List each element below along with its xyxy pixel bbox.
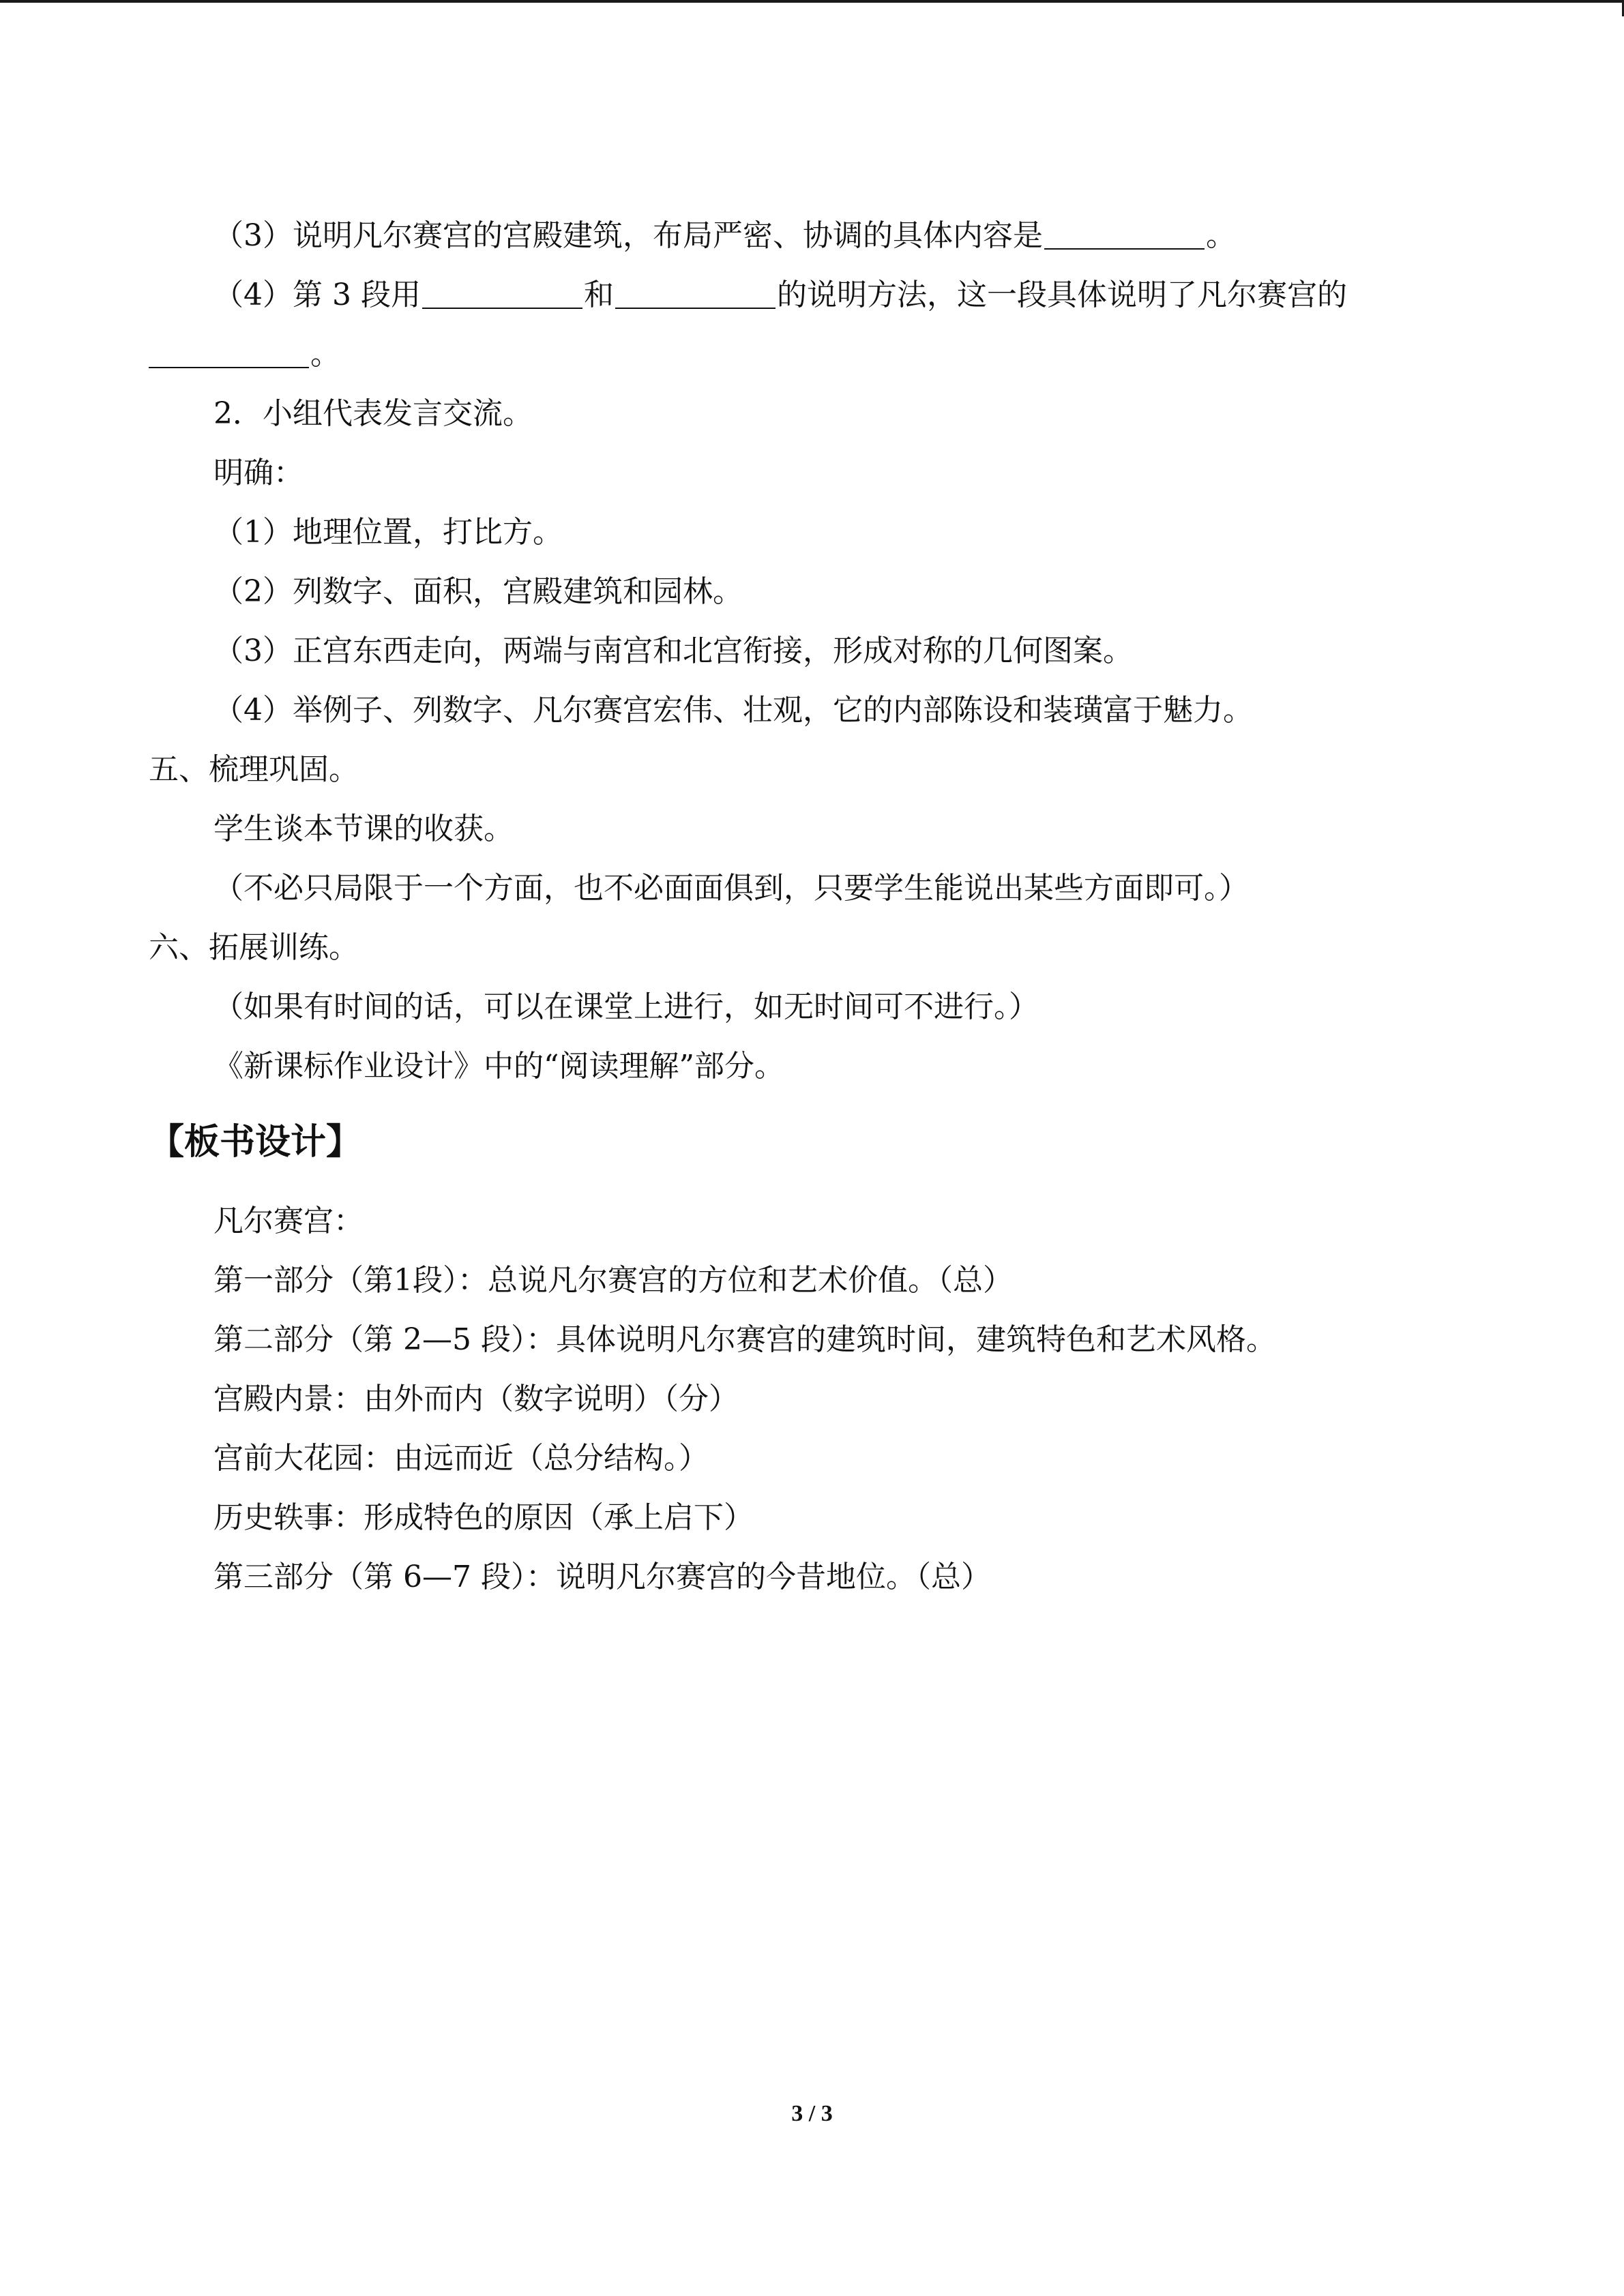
- question-3-line: [0, 209, 1624, 263]
- page-top-border: [0, 0, 1624, 3]
- section-6-line-1: （如果有时间的话，可以在课堂上进行，如无时间可不进行。）: [213, 989, 1039, 1024]
- board-line-1: 凡尔赛宫：: [213, 1204, 364, 1238]
- question-4-part-a: （4）第 3 段用: [213, 278, 421, 312]
- question-4-part-b: 和: [583, 278, 614, 312]
- fill-blank: [1044, 218, 1205, 250]
- answer-1: （1）地理位置，打比方。: [213, 515, 563, 550]
- clarify-label: 明确：: [213, 456, 304, 490]
- section-6-title: 六、拓展训练。: [149, 930, 359, 965]
- question-4-continuation: [0, 327, 1624, 382]
- step-2: 2．小组代表发言交流。: [213, 396, 533, 431]
- fill-blank: [149, 337, 309, 368]
- fill-blank: [615, 278, 776, 309]
- board-line-4: 宫殿内景：由外而内（数字说明）（分）: [213, 1382, 739, 1416]
- answer-3: （3）正宫东西走向，两端与南宫和北宫衔接，形成对称的几何图案。: [213, 633, 1133, 668]
- page-number: 3 / 3: [791, 2101, 833, 2126]
- section-5-line-2: （不必只局限于一个方面，也不必面面俱到，只要学生能说出某些方面即可。）: [213, 871, 1249, 906]
- answer-2: （2）列数字、面积，宫殿建筑和园林。: [213, 574, 743, 609]
- board-line-6: 历史轶事：形成特色的原因（承上启下）: [213, 1500, 754, 1535]
- answer-4: （4）举例子、列数字、凡尔赛宫宏伟、壮观，它的内部陈设和装璜富于魅力。: [213, 693, 1253, 728]
- fill-blank: [422, 278, 582, 309]
- question-3-end: 。: [1206, 218, 1236, 253]
- question-4-part-c: 的说明方法，这一段具体说明了凡尔赛宫的: [776, 278, 1347, 312]
- question-3-text: （3）说明凡尔赛宫的宫殿建筑，布局严密、协调的具体内容是: [213, 218, 1043, 253]
- board-line-7: 第三部分（第 6—7 段）：说明凡尔赛宫的今昔地位。（总）: [213, 1560, 991, 1594]
- section-5-title: 五、梳理巩固。: [149, 752, 359, 787]
- question-4-line: [0, 268, 1624, 323]
- question-4-end: 。: [310, 337, 340, 372]
- board-design-heading: 【板书设计】: [149, 1122, 362, 1163]
- board-line-3: 第二部分（第 2—5 段）：具体说明凡尔赛宫的建筑时间，建筑特色和艺术风格。: [213, 1322, 1276, 1357]
- board-line-2: 第一部分（第1段）：总说凡尔赛宫的方位和艺术价值。（总）: [213, 1263, 1013, 1298]
- section-6-line-2: 《新课标作业设计》中的“阅读理解”部分。: [213, 1049, 784, 1084]
- section-5-line-1: 学生谈本节课的收获。: [213, 811, 514, 846]
- board-line-5: 宫前大花园：由远而近（总分结构。）: [213, 1441, 709, 1476]
